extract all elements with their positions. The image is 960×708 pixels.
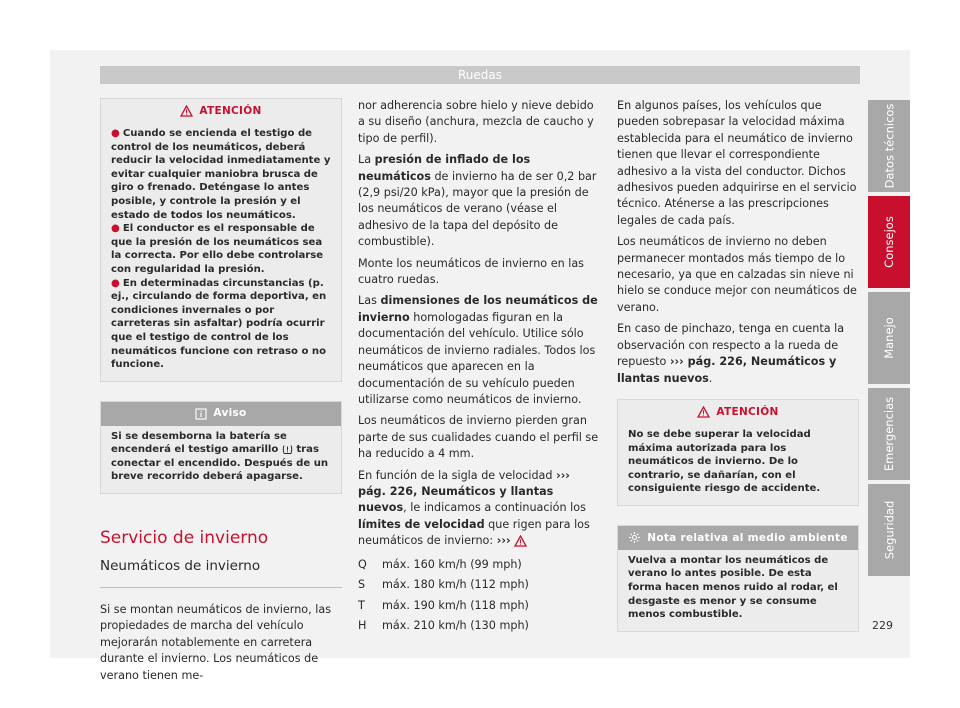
text: La xyxy=(358,153,375,167)
speed-row xyxy=(358,555,600,576)
warning-triangle-icon xyxy=(514,535,527,547)
tab-label: Consejos xyxy=(882,216,896,268)
page-number: 229 xyxy=(872,619,893,632)
text: . xyxy=(708,371,713,385)
paragraph: Monte los neumáticos de invierno en las cuatro ruedas. xyxy=(358,256,585,287)
text: En caso de pinchazo, tenga en cuenta la observación con respecto a la rueda de repuesto xyxy=(617,322,845,369)
paragraph: nor adherencia sobre hielo y nieve debido a su diseño (anchura, mezcla de caucho y tipo de perfil). xyxy=(358,99,594,145)
tab-consejos[interactable] xyxy=(868,196,910,288)
tab-label: Emergencias xyxy=(882,396,897,472)
speed-code: H xyxy=(358,619,367,633)
warning-item xyxy=(111,222,331,276)
column-3 xyxy=(617,98,859,632)
bold-text: dimensiones de los neumáticos de invierno xyxy=(358,294,598,324)
intro-paragraph: Si se montan neumáticos de invierno, las propiedades de marcha del vehículo mejorarán notablemente en carretera durante el invierno. Los neumáticos de verano tienen me- xyxy=(100,603,332,682)
section-divider xyxy=(100,587,342,588)
text: , le indicamos a continuación los xyxy=(403,501,586,515)
bold-text: presión de inflado de los neumáticos xyxy=(358,153,531,183)
speed-limit: máx. 210 km/h (130 mph) xyxy=(382,619,529,633)
page-header xyxy=(100,66,860,84)
column-2 xyxy=(358,98,600,637)
warning-item-text: En determinadas circunstancias (p. ej., circulando de forma deportiva, en condiciones invernales o por carreteras sin asfaltar) podría ocurrir que el testigo de control de los neumáticos funcione con retraso o no funcione. xyxy=(111,277,327,371)
paragraph: Los neumáticos de invierno no deben permanecer montados más tiempo de lo necesario, ya que en calzadas sin nieve ni hielo se conduce mejor con neumáticos de verano. xyxy=(617,235,857,314)
page-reference-link[interactable]: ››› pág. 226, Neumáticos y llantas nuevos xyxy=(617,355,837,385)
paragraph: En algunos países, los vehículos que pueden sobrepasar la velocidad máxima establecida para el neumático de invierno tienen que llevar el correspondiente adhesivo a la vista del conductor. Dichos adhesivos pueden adquirirse en el servicio técnico. Aténerse a las prescripciones legales de cada país. xyxy=(617,99,857,227)
text: de invierno ha de ser 0,2 bar (2,9 psi/20 kPa), mayor que la presión de los neumáticos de verano (véase el adhesivo de la tapa del depósito de combustible). xyxy=(358,169,597,249)
warning-item-text: Cuando se encienda el testigo de control de los neumáticos, deberá reducir la velocidad inmediatamente y evitar cualquier maniobra brusca de giro o frenado. Deténgase lo antes posible, y controle la presión y el estado de todos los neumáticos. xyxy=(111,128,331,221)
tire-warning-icon xyxy=(282,444,293,455)
paragraph xyxy=(358,152,600,250)
speed-row xyxy=(358,596,600,617)
bullet-icon: ● xyxy=(111,128,120,139)
tab-manejo[interactable] xyxy=(868,292,910,384)
environment-box xyxy=(617,525,859,632)
warning-box-title: ATENCIÓN xyxy=(716,405,779,418)
notice-text: Si se desemborna la batería se encenderá el testigo amarillo xyxy=(111,430,287,456)
tab-datos-tecnicos[interactable] xyxy=(868,100,910,192)
paragraph xyxy=(358,468,600,550)
info-icon xyxy=(195,408,207,420)
warning-box-header xyxy=(618,400,858,424)
bullet-icon: ● xyxy=(111,223,120,235)
speed-row xyxy=(358,616,600,637)
section-subtitle: Neumáticos de invierno xyxy=(100,558,261,575)
text: que rigen para los neumáticos de invierno: xyxy=(358,517,590,548)
text: Las xyxy=(358,294,381,308)
text: En función de la sigla de velocidad xyxy=(358,468,557,482)
tab-label: Seguridad xyxy=(882,500,897,560)
speed-limit: máx. 180 km/h (112 mph) xyxy=(382,578,529,592)
tab-seguridad[interactable] xyxy=(868,484,910,576)
column-1 xyxy=(100,98,342,689)
warning-triangle-icon xyxy=(697,406,710,418)
notice-box xyxy=(100,401,342,494)
tab-emergencias[interactable] xyxy=(868,388,910,480)
notice-box-header xyxy=(101,402,341,426)
chapter-tabs xyxy=(868,100,910,580)
environment-box-body: Vuelva a montar los neumáticos de verano lo antes posible. De esta forma hacen menos ruido al rodar, el desgaste es menor y se consume menos combustible. xyxy=(628,554,838,621)
header-title: Ruedas xyxy=(457,68,502,82)
warning-item xyxy=(111,127,331,222)
reference-arrow[interactable]: ››› xyxy=(496,534,511,548)
warning-item-text: El conductor es el responsable de que la presión de los neumáticos sea la correcta. Por ello debe controlarse con regularidad la presión. xyxy=(111,223,324,275)
leaf-icon xyxy=(628,531,641,544)
section-title: Servicio de invierno xyxy=(100,528,269,549)
tab-label: Manejo xyxy=(881,317,896,359)
bold-text: límites de velocidad xyxy=(358,517,485,531)
notice-text: tras conectar el encendido. Después de un breve recorrido deberá apagarse. xyxy=(111,444,329,483)
speed-limits-table xyxy=(358,555,600,637)
speed-code: Q xyxy=(358,557,367,571)
warning-box-body: No se debe superar la velocidad máxima autorizada para los neumáticos de invierno. De lo contrario, se dañarían, con el consiguiente riesgo de accidente. xyxy=(628,428,821,495)
warning-box-body xyxy=(101,123,341,381)
page-reference-link[interactable]: ››› pág. 226, Neumáticos y llantas nuevos xyxy=(358,468,570,515)
warning-box-header xyxy=(101,99,341,123)
bullet-icon: ● xyxy=(111,277,120,289)
notice-box-body xyxy=(101,426,341,493)
tab-label: Datos técnicos xyxy=(882,103,896,189)
text: homologadas figuran en la documentación del vehículo. Utilice sólo neumáticos de invierno radiales. Todos los neumáticos que aparecen en la documentación de su vehículo pueden utilizarse como neumáticos de invierno. xyxy=(358,310,596,406)
speed-row xyxy=(358,575,600,596)
warning-box-title: ATENCIÓN xyxy=(199,104,262,117)
speed-code: T xyxy=(358,598,365,612)
speed-limit: máx. 160 km/h (99 mph) xyxy=(382,557,522,571)
warning-item xyxy=(111,277,331,372)
warning-box xyxy=(100,98,342,382)
environment-box-header xyxy=(618,526,858,550)
paragraph: Los neumáticos de invierno pierden gran parte de sus cualidades cuando el perfil se ha reducido a 4 mm. xyxy=(358,414,599,461)
environment-box-title: Nota relativa al medio ambiente xyxy=(647,531,848,544)
notice-box-title: Aviso xyxy=(213,407,247,420)
paragraph xyxy=(358,293,600,408)
warning-triangle-icon xyxy=(180,105,193,117)
warning-box xyxy=(617,399,859,506)
speed-limit: máx. 190 km/h (118 mph) xyxy=(382,598,529,612)
paragraph xyxy=(617,321,859,387)
speed-code: S xyxy=(358,578,366,592)
